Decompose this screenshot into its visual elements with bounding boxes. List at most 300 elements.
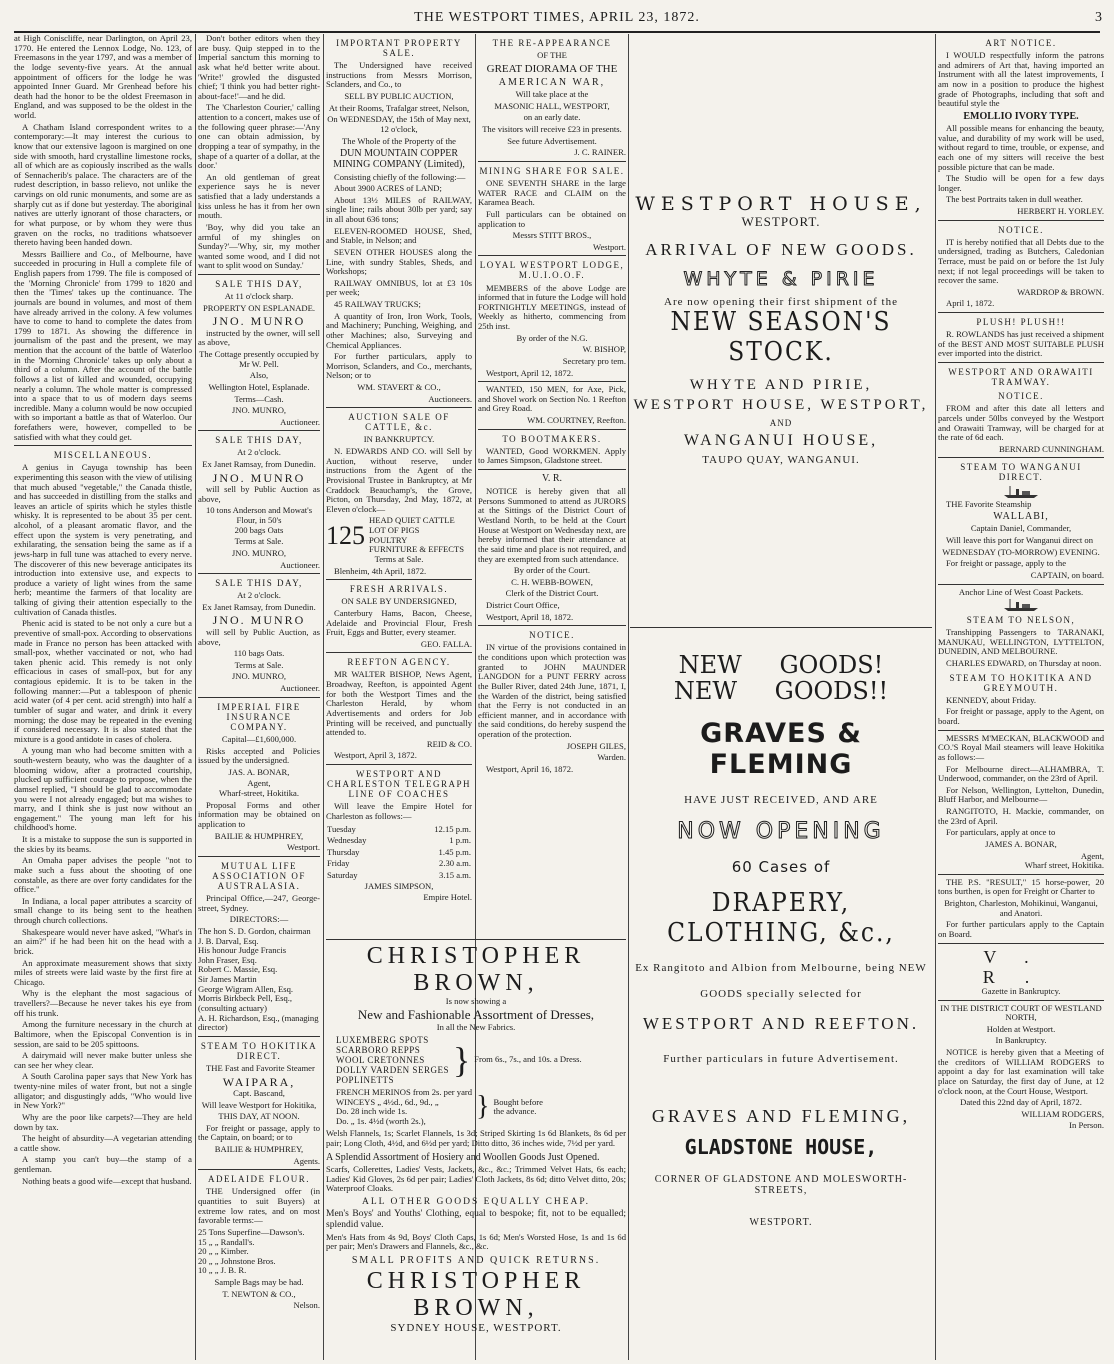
ad-signature: JNO. MUNRO, (231, 405, 287, 416)
ad-line: Ex Janet Ramsay, from Dunedin. (202, 601, 316, 612)
ad-heading: STEAM TO HOKITIKA AND GREYMOUTH. (949, 672, 1093, 693)
ad-body: A quantity of Iron, Iron Work, Tools, and Machinery; Punching, Weighing, and other Machines; also, Surveying and Chemical Appliances. (326, 310, 472, 350)
ad-signature: WARDROP & BROWN. (1017, 286, 1104, 297)
divider (198, 274, 320, 275)
ad-line: Secretary pro tem. (562, 355, 626, 366)
ad-body: RANGITOTO, H. Mackie, commander, on the 23rd of April. (938, 806, 1104, 826)
ad-line: Westport, April 16, 1872. (486, 763, 574, 774)
ad-line: Westport. (287, 842, 320, 853)
fabric-price: From 6s., 7s., and 10s. a Dress. (474, 1053, 582, 1064)
brace-icon: } (476, 1091, 490, 1123)
steamship-icon (1002, 486, 1040, 498)
ad-heading: LOYAL WESTPORT LODGE, M.U.I.O.O.F. (479, 260, 625, 281)
divider (326, 764, 472, 765)
ad-line: Terms at Sale. (234, 536, 284, 547)
ad-signature: T. NEWTON & CO., (222, 1288, 296, 1299)
ad-heading: FRESH ARRIVALS. (349, 584, 449, 595)
ad-heading: STEAM TO WANGANUI DIRECT. (960, 462, 1082, 483)
ad-line: ALL OTHER GOODS EQUALLY CHEAP. (361, 1196, 591, 1207)
divider (326, 407, 472, 408)
ad-line: Brighton, Charleston, Mohikinui, Wanganui, and Anatori. (944, 898, 1098, 918)
ad-line: Ex Rangitoto and Albion from Melbourne, being NEW (635, 961, 927, 974)
ad-line: AMERICAN WAR, (498, 77, 606, 89)
ad-signature: J. C. RAINER. (574, 147, 626, 158)
ad-line: Anchor Line of West Coast Packets. (958, 586, 1084, 597)
fabric-block (326, 1035, 626, 1085)
article-paragraph: A young man who had become smitten with a south-western beauty, who was the daughter of a blooming widow, after a protracted courtship, plucked up sufficient courage to propose, when the damsel replied, "I should be glad to accommodate you were I not already engaged; but ma wishes to marry, and I think she is just now without an engagement." The young man left for his childhood's home. (14, 745, 192, 833)
ad-body: will sell by Public Auction, as above, (198, 626, 320, 647)
ad-line: Capital—£1,600,000. (221, 733, 297, 744)
ad-line: PROPERTY ON ESPLANADE. (202, 302, 316, 313)
ad-line: Dated this 22nd day of April, 1872. (960, 1097, 1082, 1108)
ad-signature: JAMES A. BONAR, (985, 838, 1057, 849)
day-cell: Tuesday (327, 823, 356, 834)
article-paragraph: In Indiana, a local paper attributes a scarcity of small change to its being sent to the heathen through church collections. (14, 895, 192, 926)
divider (478, 255, 626, 256)
article-paragraph: A dairymaid will never make butter unless she can see her whey clear. (14, 1050, 192, 1070)
day-cell: Thursday (327, 846, 360, 857)
ad-line: OF THE (537, 50, 567, 61)
ad-body: Will leave this port for Wanganui direct on (946, 535, 1094, 545)
ad-line: Is now showing a (445, 995, 507, 1006)
divider (478, 161, 626, 162)
ad-signature: W. BISHOP, (582, 344, 626, 355)
ad-body: SEVEN OTHER HOUSES along the Line, with sundry Stables, Sheds, and Workshops; (326, 246, 472, 277)
ad-line: See future Advertisement. (507, 135, 597, 146)
ad-line: Agent, Wharf street, Hokitika. (1024, 850, 1104, 871)
divider (938, 1000, 1104, 1001)
ad-heading: NOTICE. (998, 224, 1044, 235)
divider (938, 584, 1104, 585)
ad-line: GOODS specially selected for (700, 988, 862, 1001)
merino-block (326, 1088, 626, 1127)
ad-line: WESTPORT. (749, 1216, 813, 1228)
ad-line: MASONIC HALL, WESTPORT, (494, 100, 610, 111)
divider (478, 381, 626, 382)
ad-line: Nelson. (293, 1300, 320, 1311)
ad-heading: THE RE-APPEARANCE (492, 38, 612, 48)
ad-body: RAILWAY OMNIBUS, lot at £3 10s per week; (326, 277, 472, 298)
ad-body: Men's Hats from 4s 9d, Boys' Cloth Caps, 1s 6d; Men's Worsted Hose, 1s and 1s 6d per pair; Men's Drawers and Flannels, &c., &c. (326, 1231, 626, 1252)
ad-heading: IMPORTANT PROPERTY SALE. (336, 38, 462, 59)
ad-headline: EMOLLIO IVORY TYPE. (963, 110, 1079, 122)
ad-signature: JOSEPH GILES, (566, 740, 626, 751)
ad-line: Sample Bags may be had. (214, 1277, 304, 1288)
ad-body: All possible means for enhancing the beauty, value, and durability of my work will be used, without regard to time, trouble, or expense, and each one of my sitters will receive the best possible picture that can be made. (938, 123, 1104, 172)
ad-body: Principal Office,—247, George-street, Sydney. (198, 893, 320, 913)
ad-line: THIS DAY, AT NOON. (218, 1111, 300, 1122)
ad-line: Westport, April 3, 1872. (334, 750, 417, 761)
article-paragraph: It is a mistake to suppose the sun is supported in the skies by its beams. (14, 834, 192, 854)
divider (478, 625, 626, 626)
divider (198, 430, 320, 431)
auctioneer-name: JNO. MUNRO (212, 613, 306, 628)
ad-body: IT is hereby notified that all Debts due to the undersigned, trading as Butchers, Caledonian Terrace, must be paid on or before the 1st July next; if not legal proceedings will be taken to recover the same. (938, 236, 1104, 286)
ad-body: About 13½ MILES of RAILWAY, single line; rails about 30lb per yard; say in all about 636 tons; (326, 194, 472, 225)
ad-line: Westport, April 18, 1872. (486, 611, 574, 622)
lot-block (326, 516, 472, 555)
ad-body: 45 RAILWAY TRUCKS; (334, 299, 421, 310)
divider (938, 220, 1104, 221)
ad-line: In Bankruptcy. (995, 1035, 1047, 1046)
column-rule (323, 34, 324, 1360)
divider (938, 730, 1104, 731)
ad-signature: BAILIE & HUMPHREY, (214, 1144, 304, 1155)
ad-body: I WOULD respectfully inform the patrons and admirers of Art that, having imported an Instrument with all the latest improvements, I am now in a position to produce the highest grade of Photographs, including that soft and beautiful style the (938, 50, 1104, 109)
ad-body: Full particulars can be obtained on application to (478, 208, 626, 229)
table-row (326, 847, 472, 859)
ad-line: ON SALE BY UNDERSIGNED, (341, 596, 457, 607)
ad-line: Further particulars in future Advertisement. (663, 1053, 899, 1066)
ad-line: WEDNESDAY (TO-MORROW) EVENING. (942, 546, 1100, 557)
article-paragraph: An Omaha paper advises the people "not to make such a fuss about the shooting of one constable, as there are over forty candidates for the office." (14, 855, 192, 895)
ad-body: The best Portraits taken in dull weather. (946, 194, 1083, 205)
ad-headline: ARRIVAL OF NEW GOODS. (645, 239, 917, 259)
column-6 (938, 34, 1104, 1364)
ad-body: THE P.S. "RESULT," 15 horse-power, 20 tons burthen, is open for Freight or Charter to (938, 876, 1104, 897)
ad-line: Will leave Westport for Hokitika, (201, 1099, 317, 1110)
article-paragraph: An approximate measurement shows that sixty miles of streets were laid waste by the first fire at Chicago. (14, 957, 192, 987)
article-paragraph: 'Boy, why did you take an armful of my shingles on Sunday?'—'Why, sir, my mother wanted some wood, and I did not want to split wood on Sunday.' (198, 221, 320, 271)
ad-body: For freight or passage, apply to the (946, 558, 1067, 569)
ad-body: Scarfs, Collerettes, Ladies' Vests, Jackets, &c., &c.; Trimmed Velvet Hats, 6s each; Ladies' Kid Gloves, 2s 6d per pair; Ladies' Cloth Jackets, 8s 6d; ditto Velvet ditto, 20s; Waterproof Cloaks. (326, 1163, 626, 1194)
article-paragraph: at High Coniscliffe, near Darlington, on April 23, 1770. He entered the Lennox Lodge, No. 123, of Freemasons in the year 1797, and was a member of the lodge seventy-five years. At the annual appointment of officers for the lodge he was appointed Inner Guard. Mr Grenhead before his death had the honor to be the oldest Freemason in England, and was supposed to be the oldest in the world. (14, 34, 192, 120)
ad-heading: SALE THIS DAY, (215, 279, 303, 289)
column-rule (628, 34, 629, 1360)
ad-line: In Person. (1069, 1120, 1104, 1131)
ad-line: Empire Hotel. (423, 892, 472, 903)
day-cell: Saturday (327, 870, 358, 881)
ad-line: Ex Janet Ramsay, from Dunedin. (202, 459, 316, 470)
company-name: DUN MOUNTAIN COPPER MINING COMPANY (Limited), (333, 148, 465, 171)
ad-line: Terms at Sale. (234, 659, 284, 670)
ad-line: Auctioneer. (280, 559, 320, 570)
ad-body: For particulars, apply at once to (946, 827, 1056, 838)
day-cell: Friday (327, 858, 350, 869)
directors-list: The hon S. D. Gordon, chairman J. B. Darval, Esq. His honour Judge Francis John Fraser, Esq. Robert C. Massie, Esq. Sir James Martin George Wigram Allen, Esq. Morris Birkbeck Pell, Esq., (consulting actuary) A. H. Richardson, Esq., (managing director) (198, 925, 319, 1033)
auctioneer-name: JNO. MUNRO (212, 470, 306, 485)
ad-line: Agents. (293, 1155, 320, 1166)
coach-timetable (326, 824, 472, 882)
ad-line: Holden at Westport. (986, 1023, 1056, 1034)
ad-body: For freight or passage, apply to the Agent, on board. (938, 706, 1104, 727)
column-4 (478, 34, 626, 932)
article-paragraph: Don't bother editors when they are busy. Quip stepped in to the Imperial sanctum this morning to ask what he'd better write about. 'Write!' growled the disgusted chief; 'I think you had better right-about-face!'—and he did. (198, 34, 320, 101)
ad-heading: REEFTON AGENCY. (347, 657, 451, 668)
article-paragraph: Among the furniture necessary in the church at Baltimore, when the Episcopal Convention is in session, are said to be 205 spittoons. (14, 1019, 192, 1049)
table-row (326, 870, 472, 882)
ad-line: Clerk of the District Court. (505, 588, 599, 599)
ad-headline: NEW GOODS! NEW GOODS!! (673, 650, 889, 706)
ad-line: CAPTAIN, on board. (1030, 569, 1104, 580)
ad-body: For Melbourne direct—ALHAMBRA, T. Underwood, commander, on the 23rd of April. (938, 763, 1104, 784)
ad-heading: WESTPORT AND ORAWAITI TRAMWAY. (948, 367, 1094, 388)
ad-line: Auctioneers. (428, 393, 472, 404)
firm-name: WHYTE AND PIRIE, (689, 376, 873, 393)
flour-list: 25 Tons Superfine—Dawson's. 15 „ „ Randall's. 20 „ „ Kimber. 20 „ „ Johnstone Bros. 10 „ „ J. B. R. (198, 1226, 305, 1276)
ad-line: Westport. (593, 241, 626, 252)
ad-signature: BERNARD CUNNINGHAM. (998, 443, 1104, 454)
ad-line: SYDNEY HOUSE, WESTPORT. (390, 1321, 562, 1334)
ad-line: CORNER OF GLADSTONE AND MOLESWORTH-STREETS, (654, 1174, 908, 1197)
ad-body: The Studio will be open for a few days longer. (938, 173, 1104, 193)
ad-line: Warden. (597, 752, 626, 763)
ad-line: Auctioneer. (280, 416, 320, 427)
ad-body: THE Fast and Favorite Steamer (206, 1062, 315, 1073)
ad-body: instructed by the owner, will sell as above, (198, 327, 320, 348)
ad-line: Auctioneer. (280, 683, 320, 694)
ad-body: For Nelson, Wellington, Lyttelton, Dunedin, Bluff Harbor, and Melbourne— (938, 784, 1104, 805)
ad-line: Wellington Hotel, Esplanade. (208, 381, 310, 392)
ad-body: NOTICE is hereby given that all Persons Summoned to attend as JURORS at the Sittings of the District Court of Westland North, to be held at the Court House at Westport on Wednesday next, are hereby informed that their attendance at the said time and place is not required, and they are exempted from such attendance. (478, 486, 626, 564)
ad-heading: MUTUAL LIFE ASSOCIATION OF AUSTRALASIA. (212, 860, 306, 891)
ad-signature: JNO. MUNRO, (231, 547, 287, 558)
store-name: GLADSTONE HOUSE, (684, 1134, 878, 1159)
divider (198, 856, 320, 857)
firm-name: GRAVES AND FLEMING, (651, 1105, 911, 1126)
ad-line: GREAT DIORAMA OF THE (486, 62, 618, 75)
store-name: WESTPORT HOUSE, WESTPORT, (633, 397, 929, 414)
article-paragraph: A Chatham Island correspondent writes to a contemporary:—It may interest the curious to know that our extensive lagoon is margined on one side with smooth, hard crystalline limestone rocks, all of which are as copiously inscribed as the walls of Sennacherib's palace. The characters are of the rudest description, in basso relievo, not unlike the carvings on old runic monuments, and some are as sharply cut as if done but yesterday. The aboriginal natives are utterly ignorant of those characters, or for what purpose, or by whom they were thus graven on the rocks, no traditions whatsoever thereto having been handed down. (14, 121, 192, 248)
vr-mark: V. R. (541, 473, 563, 485)
ad-heading: AUCTION SALE OF CATTLE, &c. (348, 412, 450, 433)
ad-body: WANTED, 150 MEN, for Axe, Pick, and Shovel work on Section No. 1 Reefton and Grey Road. (478, 384, 626, 414)
ad-heading: PLUSH! PLUSH!! (976, 317, 1066, 328)
ad-line: Terms—Cash. (234, 393, 284, 404)
ad-body: For further particulars, apply to Morrison, Sclanders, and Co., merchants, Nelson; or to (326, 351, 472, 381)
ad-headline: NEW SEASON'S STOCK. (670, 307, 892, 367)
advertiser-name: CHRISTOPHER BROWN, (366, 1268, 586, 1321)
ad-signature: C. H. WEBB-BOWEN, (511, 576, 593, 587)
ad-line: AND (769, 418, 793, 429)
ad-body: About 3900 ACRES of LAND; (334, 183, 442, 194)
article-paragraph: A South Carolina paper says that New York has twenty-nine miles of water front, but not a single alligator; and disgustingly adds, "Who would live in New York?" (14, 1071, 192, 1111)
divider (938, 874, 1104, 875)
ad-heading: NOTICE. (998, 391, 1044, 402)
table-row (326, 824, 472, 836)
ad-line: The Whole of the Property of the (342, 135, 456, 146)
divider (326, 652, 472, 653)
steamship-icon (1002, 599, 1040, 611)
time-cell: 12.15 p.m. (434, 823, 471, 834)
ad-line: Also, (249, 370, 269, 381)
ad-line: By order of the Court. (513, 565, 591, 576)
ad-heading: TO BOOTMAKERS. (502, 433, 602, 444)
ad-line: Gazette in Bankruptcy. (981, 985, 1061, 996)
ad-line: 10 tons Anderson and Mowat's Flour, in 50's 200 bags Oats (205, 505, 313, 535)
divider (326, 939, 626, 940)
bought-note: Bought before the advance. (493, 1096, 543, 1117)
ad-body: will sell by Public Auction as above, (198, 484, 320, 504)
ad-headline: New and Fashionable Assortment of Dresses, (357, 1007, 595, 1023)
article-paragraph: The height of absurdity—A vegetarian attending a cattle show. (14, 1133, 192, 1153)
town-name: WESTPORT. (741, 214, 821, 230)
ad-heading: IMPERIAL FIRE INSURANCE COMPANY. (217, 701, 301, 732)
ad-body: For freight or passage, apply to the Captain, on board; or to (198, 1122, 320, 1143)
ad-body: Canterbury Hams, Bacon, Cheese, Adelaide and Provincial Flour, Fresh Fruit, Eggs and Butter, every steamer. (326, 607, 472, 638)
ad-heading: STEAM TO NELSON, (966, 615, 1076, 626)
ad-signature: WM. STAVERT & CO., (357, 382, 441, 393)
column-2 (198, 34, 320, 1364)
ad-line: District Court Office, (486, 600, 560, 611)
ship-name: WAIPARA, (222, 1074, 296, 1089)
royal-arms-line (478, 473, 626, 484)
christopher-brown-ad (326, 936, 626, 1336)
article-paragraph: A stamp you can't buy—the stamp of a gentleman. (14, 1154, 192, 1175)
article-paragraph: Why is the elephant the most sagacious of travellers?—Because he never takes his eye from off his trunk. (14, 988, 192, 1018)
divider (198, 697, 320, 698)
ad-line: Terms at Sale. (374, 553, 424, 564)
ad-body: MEMBERS of the above Lodge are informed that in future the Lodge will hold FORTNIGHTLY MEETINGS, instead of Weekly as hitherto, commencing from 25th inst. (478, 282, 626, 332)
ad-line: Captain Daniel, Commander, (970, 523, 1072, 534)
divider (478, 429, 626, 430)
ad-line: Will take place at the (515, 89, 589, 100)
ad-headline: NOW OPENING (677, 819, 885, 845)
ad-line: Westport, April 12, 1872. (486, 367, 574, 378)
divider (326, 579, 472, 580)
ad-body: NOTICE is hereby given that a Meeting of the creditors of WILLIAM RODGERS to appoint a day for last examination will take place on Saturday, the first day of June, at 12 o'clock noon, at the Court House, Westport. (938, 1047, 1104, 1096)
divider (938, 943, 1104, 944)
time-cell: 2.30 a.m. (439, 858, 471, 869)
page-header (0, 0, 1114, 30)
divider (938, 457, 1104, 458)
ad-signature: REID & CO. (426, 738, 472, 749)
ad-heading: STEAM TO HOKITIKA DIRECT. (200, 1040, 318, 1061)
store-name: WESTPORT HOUSE, (635, 193, 927, 215)
ad-headline: Men's Boys' and Youths' Clothing, equal to bespoke; fit, not to be equalled; splendid value. (326, 1209, 626, 1230)
ad-line: Capt. Bascand, (233, 1087, 285, 1098)
ship-name: WALLABI, (993, 511, 1049, 523)
ad-line: In all the New Fabrics. (436, 1021, 516, 1032)
firm-name: WHYTE & PIRIE (683, 267, 879, 290)
column-1 (14, 34, 192, 1364)
ad-body: THE Favorite Steamship (946, 498, 1032, 509)
ad-body: CHARLES EDWARD, on Thursday at noon. (946, 658, 1102, 669)
article-paragraph: Shakespeare would never have asked, "What's in an aim?" if he had been hit on the head with a brick. (14, 926, 192, 956)
ad-body: WANTED, Good WORKMEN. Apply to James Simpson, Gladstone street. (478, 445, 626, 466)
lot-count: 125 (326, 521, 365, 551)
ad-line: 60 Cases of (731, 857, 831, 876)
ad-headline: A Splendid Assortment of Hosiery and Woollen Goods Just Opened. (326, 1151, 600, 1163)
divider (198, 573, 320, 574)
divider (14, 445, 192, 446)
ad-line: SMALL PROFITS AND QUICK RETURNS. (351, 1254, 601, 1266)
article-paragraph: Phenic acid is stated to be not only a cure but a preventive of small-pox. According to observations made in France no person has been attacked with small-pox, whether vaccinated or not, who had taken phenic acid. This remedy is not only efficacious in cases of small-pox, but for any contagious epidemic. It is to be taken in the following manner:—Put a tablespoon of phenic acid water (of 4 per cent. acid strength) into half a tumbler of sugar and water, and drink it every morning; the dose may be repeated in the evening if considered necessary. It is also stated that the mixture is a good antidote in cases of cholera. (14, 618, 192, 744)
ad-heading: ADELAIDE FLOUR. (208, 1174, 310, 1185)
lot-items: HEAD QUIET CATTLE LOT OF PIGS POULTRY FURNITURE & EFFECTS (369, 515, 465, 555)
divider (198, 1036, 320, 1037)
ad-heading: IN THE DISTRICT COURT OF WESTLAND NORTH, (940, 1002, 1102, 1023)
table-row (326, 835, 472, 847)
time-cell: 3.15 a.m. (439, 870, 471, 881)
column-5 (630, 34, 932, 1364)
ad-heading: WESTPORT AND CHARLESTON TELEGRAPH LINE OF COACHES (327, 769, 471, 800)
ad-body: MR WALTER BISHOP, News Agent, Broadway, Reefton, is appointed Agent for both the Westport Times and the Charleston Herald, by whom Advertisements and orders for Job Printing will be received, and punctually attended to. (326, 669, 472, 738)
article-paragraph: A genius in Cayuga township has been experimenting this season with the view of utilising that much abused "vegetable," the Canada thistle, and has succeeded in distilling from the stalks and leaves an article of spirits which he styles thistle whisky. It is represented to be about 35 per cent. alcohol, of a pleasant aromatic flavor, and the effect upon the system is very penetrating, and exhilarating, the sensation being the same as if a jews-harp in full tune was attached to every nerve. The discoverer of this new beverage anticipates its introduction into extensive use, and expects to produce a variety of light wines from the same herb; meantime the farmers of that locality are talking of giving their attention especially to the cultivation of Canada thistles. (14, 462, 192, 617)
ad-signature: JAMES SIMPSON, (364, 880, 434, 891)
divider (478, 469, 626, 470)
article-paragraph: Messrs Bailliere and Co., of Melbourne, have succeeded in procuring in Hull a complete file of English papers from 1799. The file is composed of the 'Morning Chronicle' from 1799 to 1820 and then the 'Times' takes up the continuance. The journals are bound in volumes, and most of them have already arrived in the colony. A few volumes have to come to hand to complete the dates from 1799 to 1871. As showing the difference in journalism of the past and the present, we may mention that the account of the battle of Waterloo in the 'Morning Chronicle' takes up only about a third of a column. After the account of the battle follows a list of killed and wounded, occupying nearly a column. The whole matter is compressed into a space that to us of modern days seems incredible. Many a column would be now occupied with so important a battle as that of Waterloo. Our forefathers were, however, compelled to be satisfied with what they could get. (14, 248, 192, 442)
royal-arms-line: V. R. (982, 946, 1060, 987)
column-rule (935, 34, 936, 1360)
time-cell: 1 p.m. (449, 835, 471, 846)
ad-heading: MINING SHARE FOR SALE. (479, 165, 625, 176)
ad-body: R. ROWLANDS has just received a shipment of the BEST AND MOST SUITABLE PLUSH ever imported into the district. (938, 329, 1104, 359)
ad-body: ELEVEN-ROOMED HOUSE, Shed, and Stable, in Nelson; and (326, 225, 472, 246)
ad-body: KENNEDY, about Friday. (946, 694, 1036, 705)
ad-line: DIRECTORS:— (229, 914, 289, 925)
ad-line: SELL BY PUBLIC AUCTION, (344, 91, 454, 102)
time-cell: 1.45 p.m. (438, 846, 471, 857)
ad-line: TAUPO QUAY, WANGANUI. (702, 454, 860, 467)
ad-body: THE Undersigned offer (in quantities to suit Buyers) at extreme low rates, and on most favorable terms:— (198, 1186, 320, 1226)
ad-line: At 2 o'clock. (237, 447, 281, 458)
store-name: WANGANUI HOUSE, (683, 432, 879, 450)
ad-line: At 2 o'clock. (237, 590, 281, 601)
ad-headline: WESTPORT AND REEFTON. (642, 1014, 920, 1034)
article-paragraph: An old gentleman of great experience says he is never satisfied that a lady understands a kiss unless he has it from her own mouth. (198, 171, 320, 221)
day-cell: Wednesday (327, 835, 367, 846)
ad-body: Consisting chiefly of the following:— (334, 171, 466, 182)
column-3 (326, 34, 472, 932)
ad-line: on an early date. (523, 112, 581, 123)
ad-line: Agent, Wharf-street, Hokitika. (219, 778, 299, 799)
ad-line: On WEDNESDAY, the 15th of May next, 12 o'clock, (327, 114, 471, 134)
divider (630, 627, 932, 628)
ad-body: For further particulars apply to the Captain on Board. (938, 919, 1104, 939)
column-rule (195, 34, 196, 1360)
ad-body: ONE SEVENTH SHARE in the large WATER RACE and CLAIM on the Karamea Beach. (478, 178, 626, 208)
ad-heading: ART NOTICE. (985, 38, 1057, 48)
ad-signature: Messrs STITT BROS., (512, 230, 592, 241)
ad-body: Will leave the Empire Hotel for Charleston as follows:— (326, 801, 472, 821)
advertiser-name: CHRISTOPHER BROWN, (366, 943, 586, 996)
merino-prices: FRENCH MERINOS from 2s. per yard WINCEYS „ 4½d., 6d., 9d., „ Do. 28 inch wide 1s. Do. „ 1s. 4½d (worth 2s.), (336, 1086, 473, 1126)
ad-body: N. EDWARDS AND CO. will Sell by Auction, without reserve, under instructions from the Agent of the Provisional Trustee in Bankruptcy, at Mr Craddock Beauchamp's, the Grove, Picton, on Thursday, 2nd May, 1872, at Eleven o'clock— (326, 446, 472, 514)
page-number: 3 (1095, 10, 1102, 25)
article-paragraph: The 'Charleston Courier,' calling attention to a concert, makes use of the following queer phrase:—'Any one can obtain admission, by dropping a tear of sympathy, in the shape of a quarter of a dollar, at the door.' (198, 102, 320, 171)
ad-body: MESSRS M'MECKAN, BLACKWOOD and CO.'S Royal Mail steamers will leave Hokitika as follows:— (938, 732, 1104, 762)
ad-signature: WM. COURTNEY, Reefton. (527, 415, 626, 426)
firm-name: GRAVES & FLEMING (700, 718, 862, 780)
ad-line: At their Rooms, Trafalgar street, Nelson, (328, 102, 470, 113)
ad-body: Welsh Flannels, 1s; Scarlet Flannels, 1s 3d; Striped Skirting 1s 6d Blankets, 8s 6d per pair; Long Cloth, 4½d, and 6½d per yard; Ditto ditto, 36 inches wide, 7½d per yard. (326, 1128, 626, 1149)
brace-icon: } (452, 1039, 471, 1080)
ad-body: Proposal Forms and other information may be obtained on application to (198, 799, 320, 829)
ad-line: HAVE JUST RECEIVED, AND ARE (684, 793, 878, 806)
ad-heading: SALE THIS DAY, (215, 578, 303, 589)
ad-line: The Cottage presently occupied by Mr W. Pell. (199, 349, 319, 369)
ad-line: Are now opening their first shipment of the (664, 296, 898, 309)
ad-line: IN BANKRUPTCY. (363, 434, 435, 445)
divider (198, 1169, 320, 1170)
ad-body: FROM and after this date all letters and parcels under 50lbs conveyed by the Westport and Orawaiti Tramway, will be charged for at the rate of 6d each. (938, 403, 1104, 443)
header-rule (14, 31, 1100, 33)
table-row (326, 858, 472, 870)
article-paragraph: Why are the poor like carpets?—They are held down by tax. (14, 1111, 192, 1132)
newspaper-title: THE WESTPORT TIMES, APRIL 23, 1872. (414, 10, 700, 25)
section-heading: MISCELLANEOUS. (53, 450, 153, 461)
ad-line: At 11 o'clock sharp. (224, 291, 294, 302)
divider (938, 312, 1104, 313)
ad-signature: JNO. MUNRO, (231, 671, 287, 682)
ad-line: Blenheim, 4th April, 1872. (334, 565, 427, 576)
ad-signature: WILLIAM RODGERS, (1021, 1108, 1104, 1119)
ad-body: The Undersigned have received instructions from Messrs Morrison, Sclanders, and Co., to (326, 60, 472, 90)
fabric-names: LUXEMBERG SPOTS SCARBORO REPPS WOOL CRETONNES DOLLY VARDEN SERGES POPLINETTS (336, 1034, 449, 1085)
ad-signature: GEO. FALLA. (420, 638, 472, 649)
ad-signature: BAILIE & HUMPHREY, (214, 830, 304, 841)
